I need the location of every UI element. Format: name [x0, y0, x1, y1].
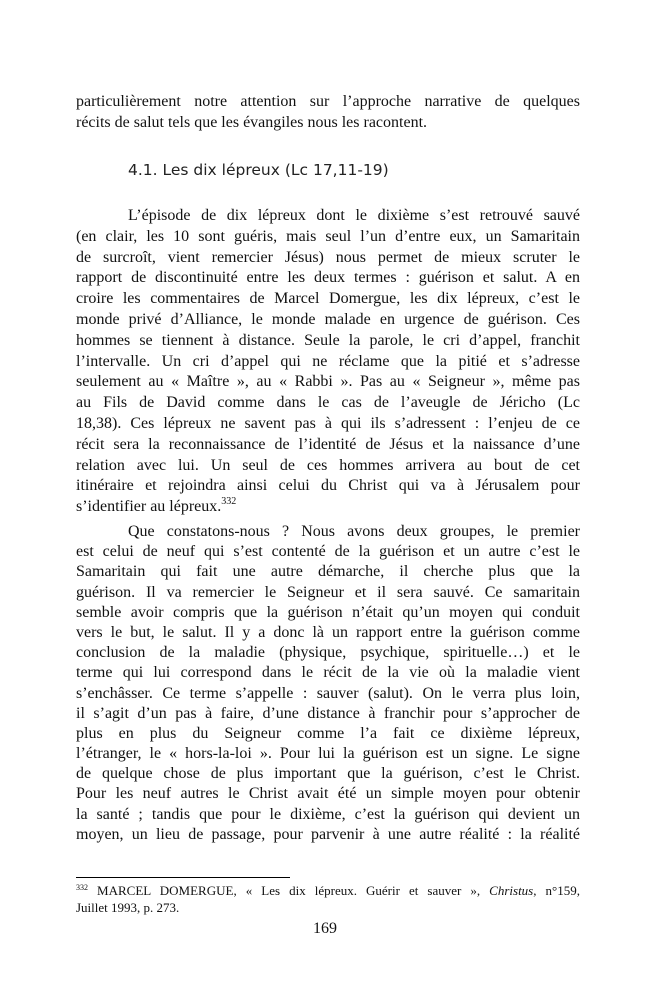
footnote-separator — [76, 877, 290, 878]
text-line: vers le but, le salut. Il y a donc là un rapport entre la guérison comme — [76, 623, 580, 641]
text-line: 18,38). Ces lépreux ne savent pas à qui ils s’adressent : l’enjeu de ce — [76, 414, 580, 432]
text-line: récit sera la reconnaissance de l’identité de Jésus et la naissance d’une — [76, 435, 580, 453]
text-line: particulièrement notre attention sur l’approche narrative de quelques — [76, 93, 580, 110]
text-line: guérison. Il va remercier le Seigneur et il sera sauvé. Ce samaritain — [76, 583, 580, 601]
text-line: il s’agit d’un pas à faire, d’une distance à franchir pour s’approcher de — [76, 704, 580, 722]
footnote-journal: Christus — [489, 883, 534, 898]
footnote-text: Juillet 1993, p. 273. — [76, 900, 180, 915]
text-line: relation avec lui. Un seul de ces hommes arrivera au bout de cet — [76, 456, 580, 474]
text-line: Que constatons-nous ? Nous avons deux groupes, le premier — [128, 523, 580, 540]
text-line: l’étranger, le « hors-la-loi ». Pour lui la guérison est un signe. Le signe — [76, 745, 580, 763]
text-line: hommes se tiennent à distance. Seule la parole, le cri d’appel, franchit — [76, 331, 580, 349]
paragraph-2 — [76, 522, 580, 845]
footnote-reference[interactable]: 332 — [221, 496, 237, 508]
text-line: récits de salut tels que les évangiles nous les racontent. — [76, 113, 428, 131]
text-line: plus en plus du Seigneur comme l’a fait ce dixième lépreux, — [76, 724, 580, 742]
text-line: (en clair, les 10 sont guéris, mais seul l’un d’entre eux, un Samaritain — [76, 227, 580, 245]
text-line: s’enchâsser. Ce terme s’appelle : sauver (salut). On le verra plus loin, — [76, 684, 580, 702]
paragraph-1 — [76, 206, 580, 518]
text-line: Pour les neuf autres le Christ avait été un simple moyen pour obtenir — [76, 785, 580, 803]
intro-paragraph — [76, 92, 580, 134]
text-line: terme qui lui correspond dans le récit de la vie où la maladie vient — [76, 664, 580, 682]
text-line: croire les commentaires de Marcel Domergue, les dix lépreux, c’est le — [76, 290, 580, 308]
page-number: 169 — [313, 920, 337, 937]
text-line: itinéraire et rejoindra ainsi celui du Christ qui va à Jérusalem pour — [76, 477, 580, 495]
text-line: moyen, un lieu de passage, pour parvenir à une autre réalité : la réalité — [76, 825, 580, 843]
text-line: semble avoir compris que la guérison n’était qu’un moyen qui conduit — [76, 603, 580, 621]
footnote-number: 332 — [76, 883, 88, 892]
text-line: est celui de neuf qui s’est contenté de la guérison et un autre c’est le — [76, 543, 580, 561]
text-line: Samaritain qui fait une autre démarche, il cherche plus que la — [76, 563, 580, 581]
text-line: de quelque chose de plus important que la guérison, c’est le Christ. — [76, 765, 580, 783]
footnote — [76, 882, 580, 916]
text-line: rapport de discontinuité entre les deux termes : guérison et salut. A en — [76, 269, 580, 287]
text-line — [76, 497, 580, 518]
text-line: au Fils de David comme dans le cas de l’aveugle de Jéricho (Lc — [76, 394, 580, 412]
footnote-text: MARCEL DOMERGUE, « Les dix lépreux. Guérir et sauver », — [97, 883, 490, 898]
text-line: seulement au « Maître », au « Rabbi ». Pas au « Seigneur », même pas — [76, 373, 580, 391]
text-line: l’intervalle. Un cri d’appel qui ne réclame que la pitié et s’adresse — [76, 352, 580, 370]
section-heading: 4.1. Les dix lépreux (Lc 17,11-19) — [128, 161, 389, 179]
text-line: L’épisode de dix lépreux dont le dixième s’est retrouvé sauvé — [128, 207, 580, 224]
text-line: conclusion de la maladie (physique, psychique, spirituelle…) et le — [76, 644, 580, 662]
text-line: la santé ; tandis que pour le dixième, c’est la guérison qui devient un — [76, 805, 580, 823]
text-line: monde privé d’Alliance, le monde malade en urgence de guérison. Ces — [76, 310, 580, 328]
footnote-text: , n°159, — [533, 883, 580, 898]
text-line-content: s’identifier au lépreux. — [76, 498, 222, 516]
text-line: de surcroît, vient remercier Jésus) nous permet de mieux scruter le — [76, 248, 580, 266]
